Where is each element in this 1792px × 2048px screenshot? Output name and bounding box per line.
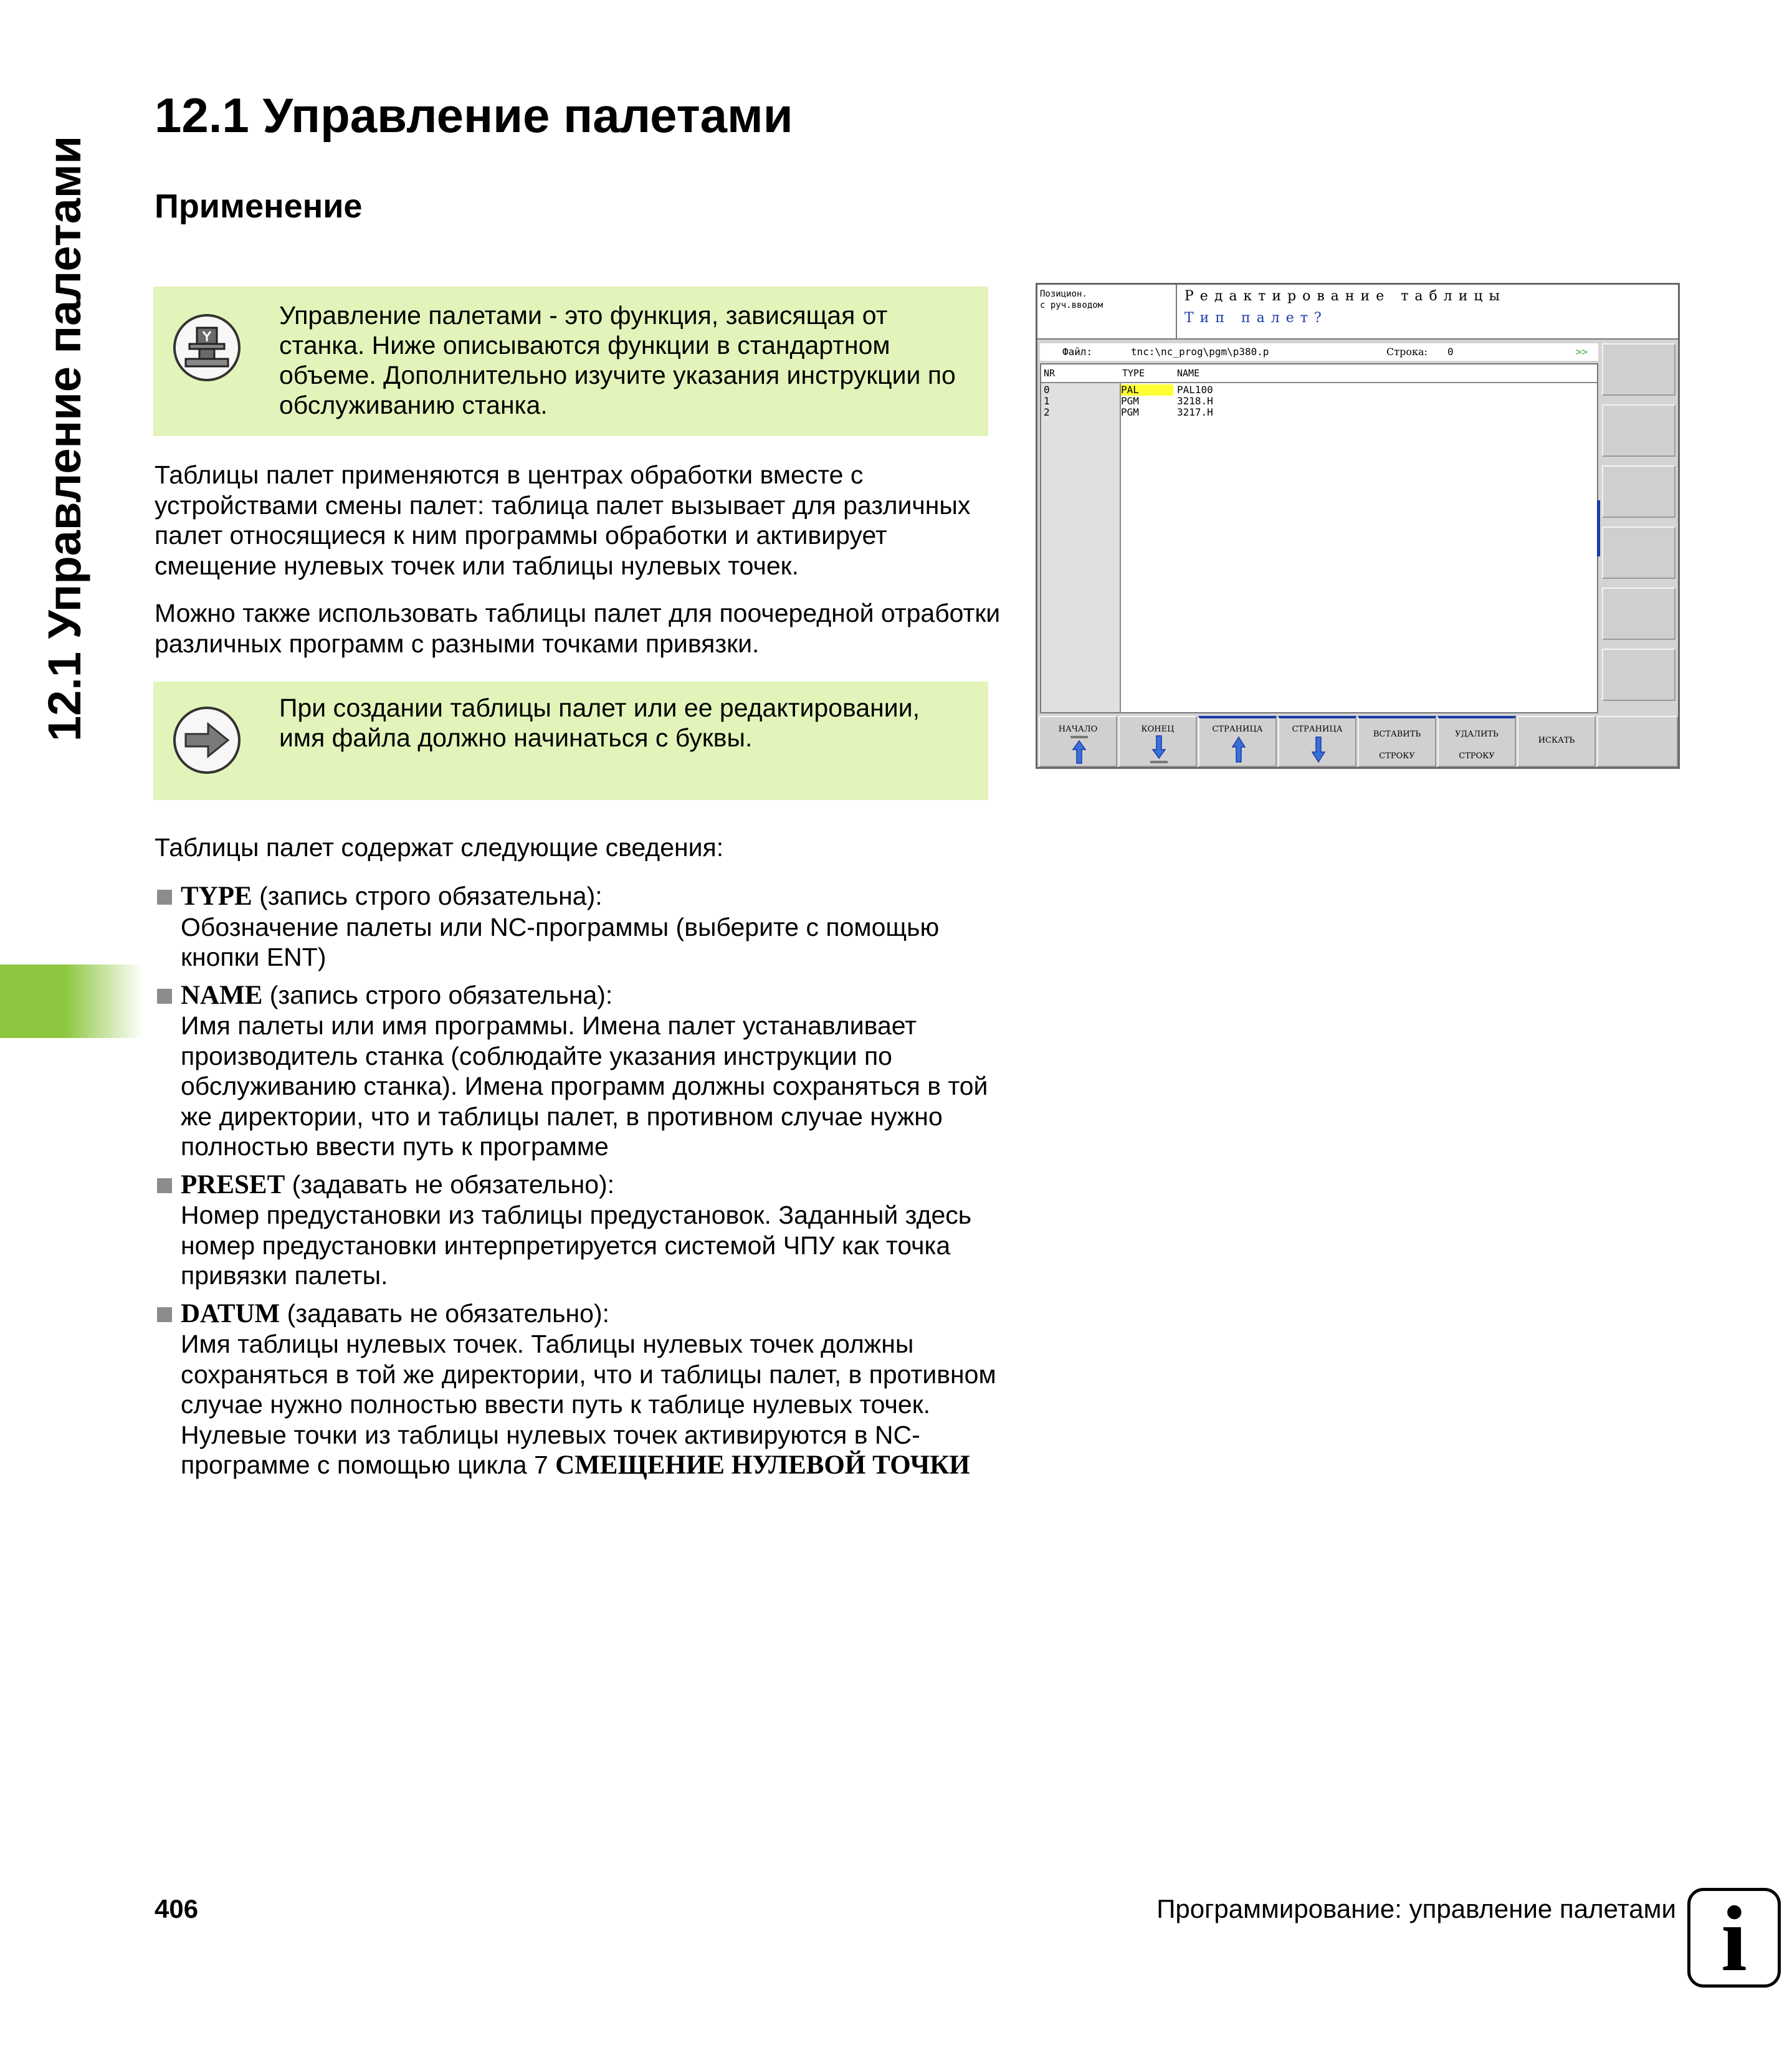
cell-name: 3218.H	[1177, 395, 1213, 407]
paragraph-3: Таблицы палет содержат следующие сведения:	[155, 833, 724, 862]
bullet-square-icon	[157, 989, 172, 1004]
screen-prompt: Тип палет?	[1184, 310, 1328, 326]
arrow-down-icon	[1306, 735, 1331, 766]
cell-nr: 2	[1044, 406, 1050, 418]
file-path: tnc:\nc_prog\pgm\p380.p	[1131, 346, 1269, 358]
file-label: Файл:	[1062, 346, 1093, 358]
softkey-label: КОНЕЦ	[1141, 725, 1175, 734]
list-item	[155, 1169, 1002, 1291]
cell-name: PAL100	[1177, 384, 1213, 396]
softkey-empty[interactable]	[1597, 716, 1678, 767]
table-row[interactable]	[1041, 396, 1597, 407]
table-scrollbar[interactable]	[1597, 500, 1600, 556]
field-description: Имя таблицы нулевых точек. Таблицы нулевых точек должны сохраняться в той же директории, что и таблицы палет, в противном случае нужно полностью ввести путь к таблице нулевых точек. Нулевые точки из таблицы нулевых точек активируются в NC-программе с помощью цикла 7	[181, 1330, 996, 1479]
softkey-begin[interactable]	[1039, 716, 1117, 767]
arrow-down-bar-icon	[1146, 735, 1171, 766]
more-indicator[interactable]: >>	[1576, 346, 1588, 358]
bullet-square-icon	[157, 1178, 172, 1193]
page-number: 406	[155, 1894, 199, 1923]
chapter-tab-marker	[0, 964, 143, 1038]
footer-chapter: Программирование: управление палетами	[1156, 1894, 1676, 1923]
paragraph-2: Можно также использовать таблицы палет для поочередной отработки различных программ с разными точками привязки.	[155, 599, 1001, 658]
col-header-nr: NR	[1044, 368, 1056, 379]
field-keyword: DATUM	[181, 1298, 280, 1328]
mode-line-2: с руч.вводом	[1040, 300, 1103, 310]
bullet-square-icon	[157, 890, 172, 905]
field-description: Обозначение палеты или NC-программы (выберите с помощью кнопки ENT)	[181, 912, 940, 971]
screen-title: Редактирование таблицы	[1184, 288, 1507, 304]
vertical-softkey[interactable]	[1602, 404, 1675, 457]
cell-type[interactable]: PAL	[1121, 384, 1173, 396]
field-keyword: TYPE	[181, 882, 252, 911]
softkey-find[interactable]	[1517, 716, 1596, 767]
pallet-table	[1040, 363, 1598, 713]
fields-list	[155, 881, 1002, 1488]
cell-name: 3217.H	[1177, 406, 1213, 418]
softkey-bar	[1039, 716, 1677, 768]
vertical-softkey[interactable]	[1602, 465, 1675, 518]
softkey-label: ВСТАВИТЬ	[1373, 730, 1421, 739]
list-item	[155, 881, 1002, 973]
file-status-row	[1040, 343, 1598, 361]
field-keyword: PRESET	[181, 1169, 285, 1199]
machine-note	[153, 287, 988, 436]
field-qualifier: (запись строго обязательна):	[252, 882, 603, 910]
vertical-softkey[interactable]	[1602, 526, 1675, 579]
bullet-square-icon	[157, 1307, 172, 1322]
section-title: Применение	[155, 188, 363, 225]
softkey-label: СТРОКУ	[1379, 751, 1415, 761]
softkey-insert-line[interactable]	[1358, 716, 1436, 767]
softkey-label: ИСКАТЬ	[1538, 736, 1575, 745]
col-header-name: NAME	[1177, 368, 1200, 379]
arrow-right-icon	[173, 707, 241, 774]
softkey-label: УДАЛИТЬ	[1455, 730, 1499, 739]
softkey-label: СТРАНИЦА	[1292, 725, 1343, 734]
col-header-type: TYPE	[1122, 368, 1145, 379]
cell-type: PGM	[1121, 406, 1139, 418]
table-row[interactable]	[1041, 407, 1597, 418]
operating-mode	[1037, 285, 1177, 340]
paragraph-1: Таблицы палет применяются в центрах обработки вместе с устройствами смены палет: таблица палет вызывает для различных палет относящиеся к ним программы обработки и активирует смещение нулевых точек или таблицы нулевых точек.	[155, 460, 971, 580]
machine-icon	[173, 314, 241, 381]
cell-nr: 1	[1044, 395, 1050, 407]
list-item	[155, 980, 1002, 1162]
softkey-label: СТРАНИЦА	[1212, 725, 1263, 734]
vertical-softkey[interactable]	[1602, 343, 1675, 396]
side-chapter-title: 12.1 Управление палетами	[39, 135, 90, 741]
softkey-label: НАЧАЛО	[1058, 725, 1098, 734]
field-keyword: NAME	[181, 980, 263, 1010]
vertical-softkey[interactable]	[1602, 588, 1675, 640]
cycle-name: СМЕЩЕНИЕ НУЛЕВОЙ ТОЧКИ	[555, 1450, 970, 1480]
list-item	[155, 1298, 1002, 1481]
cnc-screen	[1036, 283, 1680, 769]
nr-column	[1041, 383, 1121, 712]
field-description: Имя палеты или имя программы. Имена палет устанавливает производитель станка (соблюдайте указания инструкции по обслуживанию станка). Имена программ должны сохраняться в той же директории, что и таблицы палет, в противном случае нужно полностью ввести путь к программе	[181, 1011, 988, 1161]
softkey-page-up[interactable]	[1198, 716, 1277, 767]
info-icon	[1687, 1887, 1781, 1991]
vertical-softkey[interactable]	[1602, 649, 1675, 701]
field-qualifier: (задавать не обязательно):	[285, 1169, 615, 1199]
hint-note	[153, 682, 988, 800]
hint-note-text: При создании таблицы палет или ее редактировании, имя файла должно начинаться с буквы.	[279, 693, 920, 752]
table-row[interactable]	[1041, 384, 1597, 396]
vertical-softkey-bar	[1601, 343, 1677, 713]
table-header	[1041, 364, 1597, 383]
arrow-up-bar-icon	[1067, 735, 1092, 766]
page-title: 12.1 Управление палетами	[155, 88, 793, 143]
field-description: Номер предустановки из таблицы предустановок. Заданный здесь номер предустановки интерпретируется системой ЧПУ как точка привязки палеты.	[181, 1201, 972, 1290]
cell-nr: 0	[1044, 384, 1050, 396]
info-letter: i	[1721, 1887, 1747, 1991]
field-qualifier: (задавать не обязательно):	[280, 1298, 610, 1328]
softkey-end[interactable]	[1118, 716, 1197, 767]
softkey-delete-line[interactable]	[1437, 716, 1516, 767]
line-label: Строка:	[1386, 346, 1427, 358]
screen-header	[1177, 285, 1678, 340]
field-qualifier: (запись строго обязательна):	[262, 980, 613, 1009]
machine-note-text: Управление палетами - это функция, зависящая от станка. Ниже описываются функции в стандартном объеме. Дополнительно изучите указания инструкции по обслуживанию станка.	[279, 301, 956, 419]
softkey-label: СТРОКУ	[1459, 751, 1495, 761]
mode-line-1: Позицион.	[1040, 289, 1087, 299]
cell-type: PGM	[1121, 395, 1139, 407]
line-value: 0	[1447, 346, 1454, 358]
arrow-up-icon	[1226, 735, 1251, 766]
softkey-page-down[interactable]	[1278, 716, 1356, 767]
